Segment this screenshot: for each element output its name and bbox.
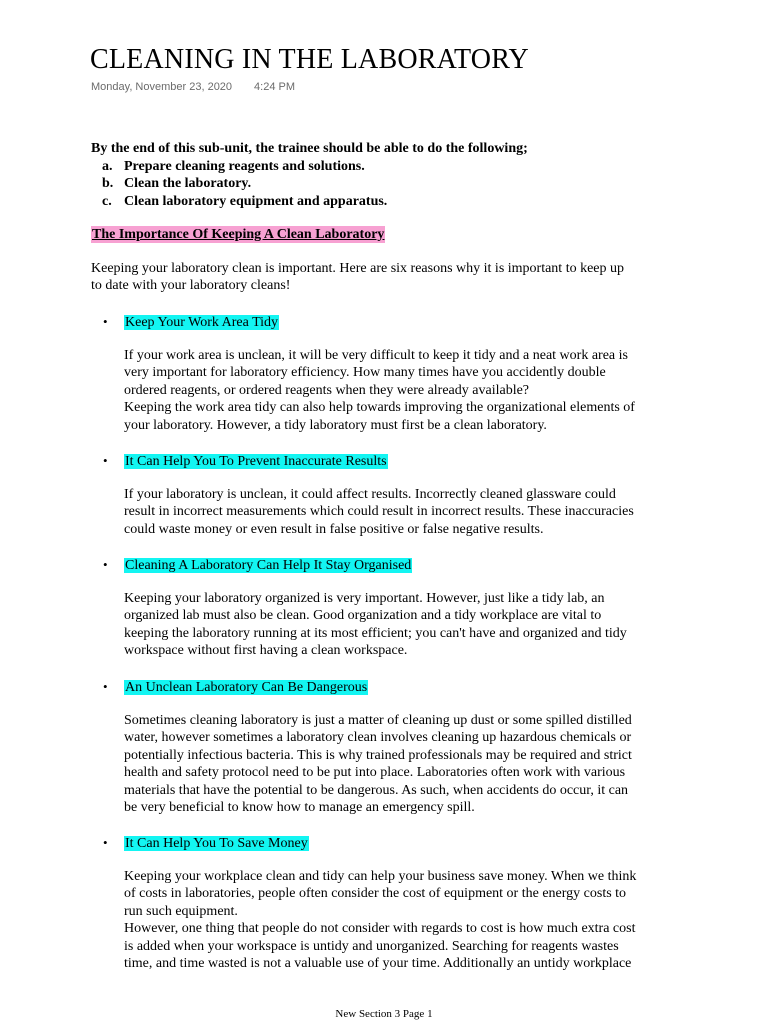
paragraph-line: run such equipment.	[124, 903, 238, 919]
reason-label: It Can Help You To Save Money	[125, 836, 308, 851]
objectives-intro: By the end of this sub-unit, the trainee should be able to do the following;	[91, 141, 528, 156]
paragraph-line: If your work area is unclean, it will be very difficult to keep it tidy and a neat work area is	[124, 348, 628, 363]
paragraph-line: could waste money or even result in false positive or false negative results.	[124, 521, 544, 537]
reason-body-1	[124, 347, 635, 434]
paragraph-line: be very beneficial to know how to manage an emergency spill.	[124, 800, 475, 816]
paragraph-line: Sometimes cleaning laboratory is just a matter of cleaning up dust or some spilled distilled	[124, 713, 632, 728]
objective-item	[91, 193, 711, 211]
reason-heading-2	[103, 452, 388, 470]
paragraph-line: health and safety protocol need to be put into place. Laboratories often work with various	[124, 765, 626, 781]
reason-label: Keep Your Work Area Tidy	[125, 315, 279, 330]
paragraph-line: However, one thing that people do not consider with regards to cost is how much extra cost	[124, 921, 636, 937]
date-label: Monday, November 23, 2020	[91, 81, 233, 93]
reason-label: An Unclean Laboratory Can Be Dangerous	[125, 680, 368, 695]
paragraph-line: ordered reagents, or ordered reagents when they were already available?	[124, 382, 530, 398]
paragraph-line: result in incorrect measurements which could result in incorrect results. These inaccuracies	[124, 504, 634, 520]
paragraph-line: materials that have the potential to be dangerous. As such, when accidents do occur, it can	[124, 782, 629, 798]
objective-text: Clean the laboratory.	[124, 176, 252, 191]
paragraph-line: very important for laboratory efficiency. How many times have you accidently double	[124, 365, 606, 381]
paragraph-line: water, however sometimes a laboratory clean involves cleaning up hazardous chemicals or	[124, 730, 632, 746]
reason-heading-4	[103, 678, 368, 696]
reason-body-4	[124, 712, 632, 816]
objective-letter: b.	[102, 176, 114, 191]
paragraph-line: your laboratory. However, a tidy laboratory must first be a clean laboratory.	[124, 417, 547, 433]
reason-label: It Can Help You To Prevent Inaccurate Results	[125, 454, 387, 469]
objective-text: Clean laboratory equipment and apparatus.	[124, 193, 388, 209]
objective-item	[91, 158, 711, 176]
page-footer: New Section 3 Page 1	[335, 1008, 433, 1020]
paragraph-line: workspace without first having a clean workspace.	[124, 643, 408, 659]
section-heading: The Importance Of Keeping A Clean Laboratory	[92, 227, 385, 242]
objective-letter: c.	[102, 193, 112, 209]
objective-text: Prepare cleaning reagents and solutions.	[124, 158, 365, 174]
paragraph-line: potentially infectious bacteria. This is why trained professionals may be required and strict	[124, 747, 632, 763]
paragraph-line: of costs in laboratories, people often consider the cost of equipment or the energy costs to	[124, 886, 627, 902]
paragraph-line: Keeping the work area tidy can also help towards improving the organizational elements of	[124, 400, 635, 416]
page-title: CLEANING IN THE LABORATORY	[90, 44, 529, 75]
objective-letter: a.	[102, 158, 113, 174]
paragraph-line: Keeping your laboratory clean is important. Here are six reasons why it is important to keep up	[91, 261, 625, 276]
paragraph-line: If your laboratory is unclean, it could affect results. Incorrectly cleaned glassware could	[124, 487, 616, 502]
reason-body-5	[124, 868, 636, 972]
intro-paragraph	[91, 260, 624, 295]
paragraph-line: Keeping your workplace clean and tidy can help your business save money. When we think	[124, 869, 637, 884]
reason-heading-5	[103, 834, 309, 852]
bullet-icon: •	[103, 679, 108, 694]
bullet-icon: •	[103, 557, 108, 572]
paragraph-line: to date with your laboratory cleans!	[91, 278, 291, 294]
paragraph-line: keeping the laboratory running at its most efficient; you can't have and organized and tidy	[124, 625, 627, 641]
reason-heading-3	[103, 556, 412, 574]
objective-item	[91, 175, 711, 193]
bullet-icon: •	[103, 835, 108, 850]
bullet-icon: •	[103, 453, 108, 468]
paragraph-line: Keeping your laboratory organized is very important. However, just like a tidy lab, an	[124, 591, 605, 606]
paragraph-line: is added when your workspace is untidy and unorganized. Searching for reagents wastes	[124, 938, 619, 954]
paragraph-line: organized lab must also be clean. Good organization and a tidy workplace are vital to	[124, 608, 602, 624]
reason-body-2	[124, 486, 634, 538]
reason-body-3	[124, 590, 627, 660]
time-label: 4:24 PM	[254, 81, 296, 93]
learning-objectives	[91, 140, 711, 210]
reason-label: Cleaning A Laboratory Can Help It Stay Organised	[125, 558, 412, 573]
reason-heading-1	[103, 313, 279, 331]
bullet-icon: •	[103, 314, 108, 329]
timestamp	[91, 81, 295, 93]
paragraph-line: time, and time wasted is not a valuable use of your time. Additionally an untidy workplace	[124, 956, 632, 972]
